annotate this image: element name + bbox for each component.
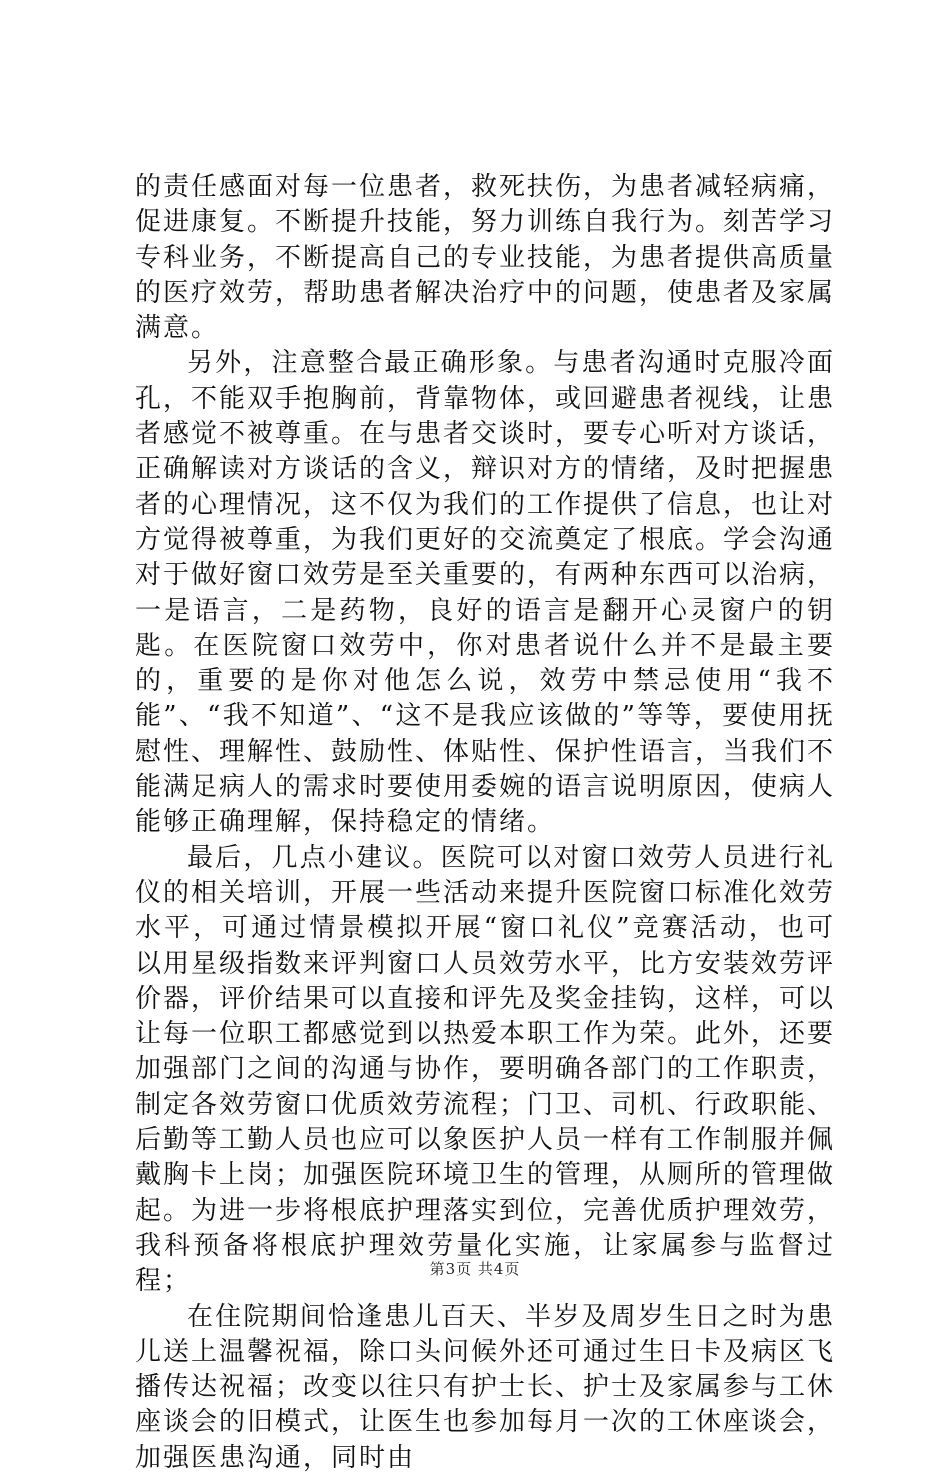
paragraph-4: 在住院期间恰逢患儿百天、半岁及周岁生日之时为患儿送上温馨祝福，除口头问候外还可通过生日卡及病区飞播传达祝福；改变以往只有护士长、护士及家属参与工休座谈会的旧模式，让医生也参加每月一次的工休座谈会，加强医患沟通，同时由 xyxy=(135,1301,836,1473)
paragraph-2: 另外，注意整合最正确形象。与患者沟通时克服冷面孔，不能双手抱胸前，背靠物体，或回避患者视线，让患者感觉不被尊重。在与患者交谈时，要专心听对方谈话，正确解读对方谈话的含义，辩识对方的情绪，及时把握患者的心理情况，这不仅为我们的工作提供了信息，也让对方觉得被尊重，为我们更好的交流奠定了根底。学会沟通对于做好窗口效劳是至关重要的，有两种东西可以治病，一是语言，二是药物，良好的语言是翻开心灵窗户的钥匙。在医院窗口效劳中，你对患者说什么并不是最主要的，重要的是你对他怎么说，效劳中禁忌使用“我不能”、“我不知道”、“这不是我应该做的”等等，要使用抚慰性、理解性、鼓励性、体贴性、保护性语言，当我们不能满足病人的需求时要使用委婉的语言说明原因，使病人能够正确理解，保持稳定的情绪。 xyxy=(135,348,836,838)
page-number-footer: 第3页 共4页 xyxy=(429,1260,521,1278)
paragraph-1: 的责任感面对每一位患者，救死扶伤，为患者减轻病痛，促进康复。不断提升技能，努力训练自我行为。刻苦学习专科业务，不断提高自己的专业技能，为患者提供高质量的医疗效劳，帮助患者解决治疗中的问题，使患者及家属满意。 xyxy=(135,172,836,344)
document-body xyxy=(135,170,835,1476)
paragraph-3: 最后，几点小建议。医院可以对窗口效劳人员进行礼仪的相关培训，开展一些活动来提升医院窗口标准化效劳水平，可通过情景模拟开展“窗口礼仪”竞赛活动，也可以用星级指数来评判窗口人员效劳水平，比方安装效劳评价器，评价结果可以直接和评先及奖金挂钩，这样，可以让每一位职工都感觉到以热爱本职工作为荣。此外，还要加强部门之间的沟通与协作，要明确各部门的工作职责，制定各效劳窗口优质效劳流程；门卫、司机、行政职能、后勤等工勤人员也应可以象医护人员一样有工作制服并佩戴胸卡上岗；加强医院环境卫生的管理，从厕所的管理做起。为进一步将根底护理落实到位，完善优质护理效劳，我科预备将根底护理效劳量化实施，让家属参与监督过程； xyxy=(135,842,836,1297)
